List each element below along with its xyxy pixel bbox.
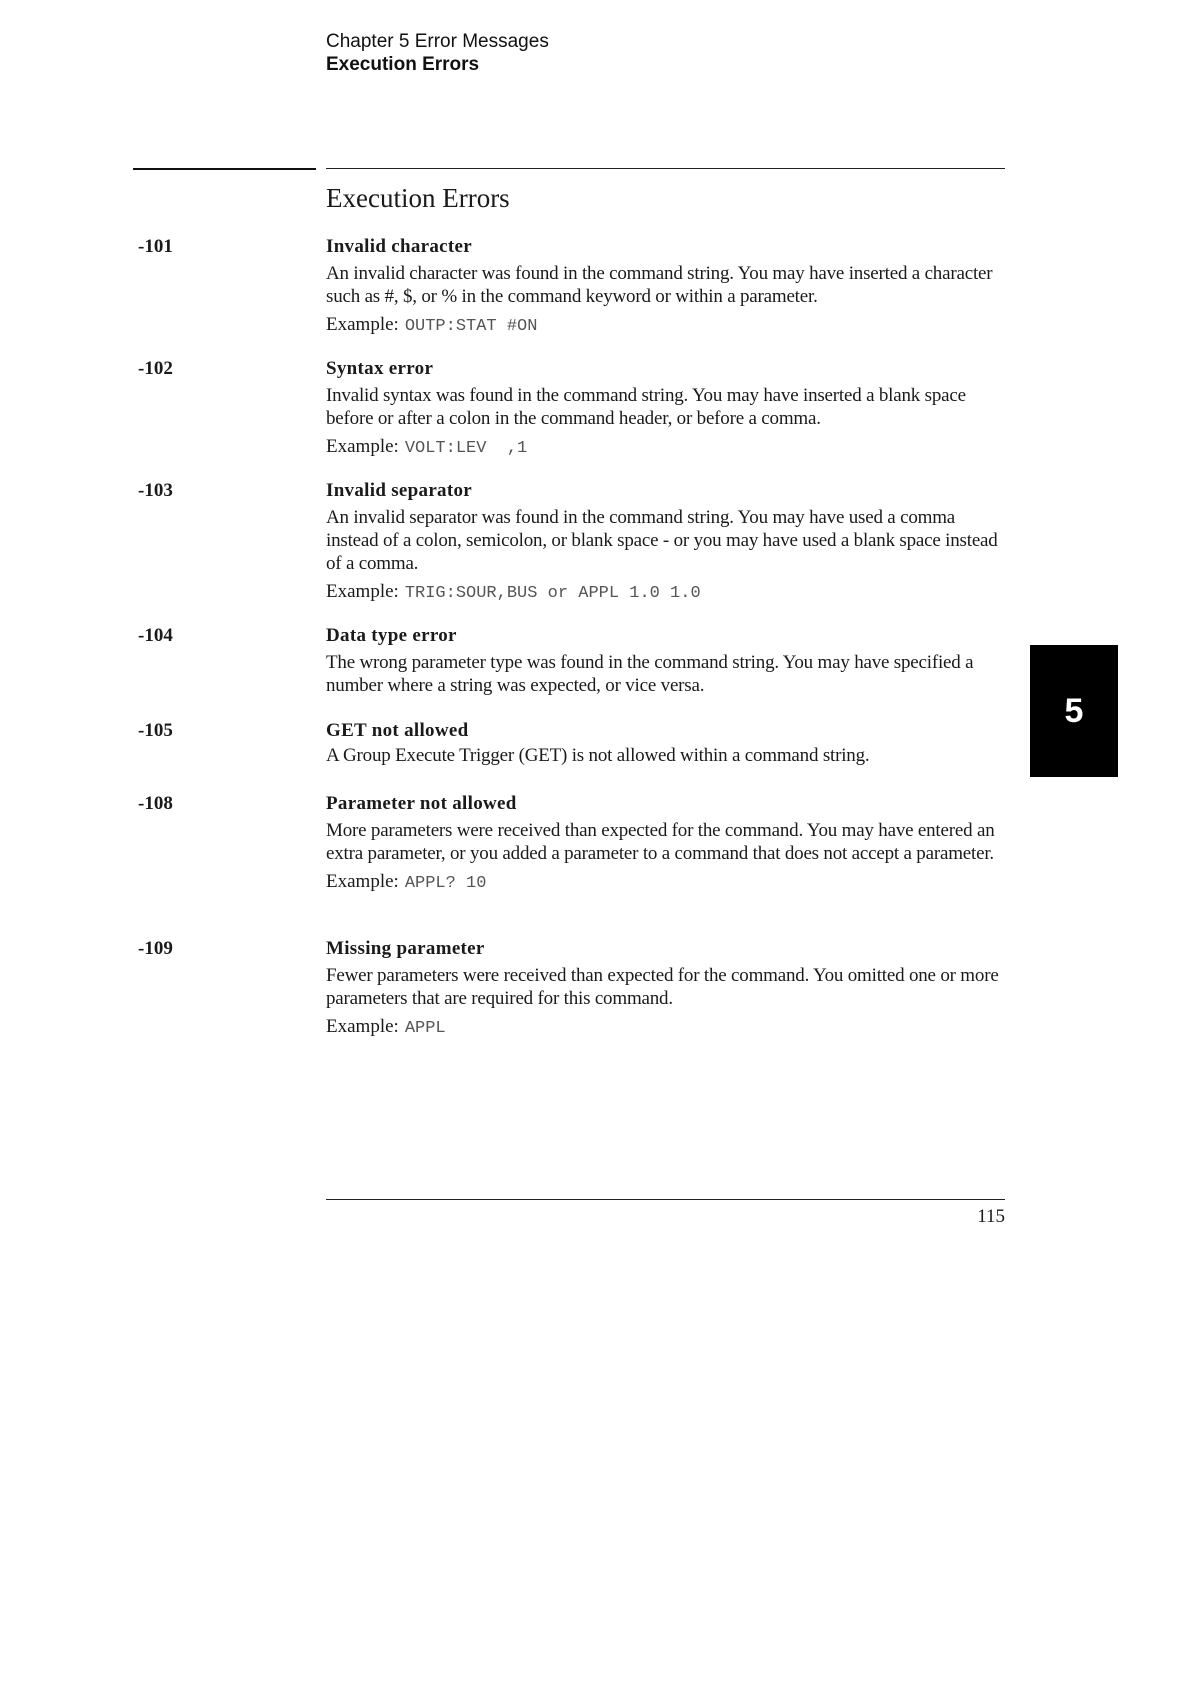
- error-code: -109: [138, 938, 173, 959]
- error-example: [326, 313, 1006, 338]
- error-title: Missing parameter: [326, 938, 485, 959]
- error-description: Fewer parameters were received than expected for the command. You omitted one or more parameters that are required for this command.: [326, 965, 999, 1009]
- error-title: Invalid character: [326, 236, 472, 257]
- error-code: -108: [138, 793, 173, 814]
- example-code: APPL? 10: [404, 874, 487, 893]
- error-title: Data type error: [326, 625, 457, 646]
- error-description: More parameters were received than expected for the command. You may have entered an extra parameter, or you added a parameter to a command that does not accept a parameter.: [326, 820, 995, 864]
- page-number: 115: [977, 1206, 1005, 1227]
- error-example: [326, 1015, 1006, 1040]
- example-code: OUTP:STAT #ON: [404, 317, 538, 336]
- example-code: APPL: [404, 1019, 446, 1038]
- error-code: -105: [138, 720, 173, 741]
- section-label: Execution Errors: [326, 54, 480, 75]
- chapter-label: Chapter 5 Error Messages: [326, 31, 549, 52]
- error-title: Invalid separator: [326, 480, 473, 501]
- example-label: Example:: [326, 871, 399, 892]
- error-example: [326, 580, 1006, 605]
- example-label: Example:: [326, 581, 399, 602]
- chapter-thumb-tab: 5: [1030, 645, 1118, 777]
- error-title: GET not allowed: [326, 720, 469, 741]
- example-code: VOLT:LEV ,1: [404, 439, 528, 458]
- error-description: Invalid syntax was found in the command string. You may have inserted a blank space before or after a colon in the command header, or before a comma.: [326, 385, 966, 429]
- example-label: Example:: [326, 436, 399, 457]
- error-code: -103: [138, 480, 173, 501]
- error-title: Syntax error: [326, 358, 434, 379]
- top-rule-divider: [326, 168, 1005, 169]
- example-label: Example:: [326, 1016, 399, 1037]
- error-example: [326, 435, 1006, 460]
- error-code: -101: [138, 236, 173, 257]
- example-label: Example:: [326, 314, 399, 335]
- error-description: A Group Execute Trigger (GET) is not allowed within a command string.: [326, 745, 870, 766]
- footer-rule-divider: [326, 1199, 1005, 1200]
- error-description: An invalid separator was found in the command string. You may have used a comma instead of a colon, semicolon, or blank space - or you may have used a blank space instead of a comma.: [326, 507, 998, 574]
- error-code: -104: [138, 625, 173, 646]
- error-code: -102: [138, 358, 173, 379]
- error-description: An invalid character was found in the command string. You may have inserted a character such as #, $, or % in the command keyword or within a parameter.: [326, 263, 993, 307]
- error-title: Parameter not allowed: [326, 793, 517, 814]
- example-code: TRIG:SOUR,BUS or APPL 1.0 1.0: [404, 584, 701, 603]
- error-description: The wrong parameter type was found in the command string. You may have specified a number where a string was expected, or vice versa.: [326, 652, 974, 696]
- left-rule-divider: [133, 168, 316, 170]
- error-example: [326, 870, 1006, 895]
- running-header: [326, 30, 549, 76]
- section-title: Execution Errors: [326, 183, 510, 213]
